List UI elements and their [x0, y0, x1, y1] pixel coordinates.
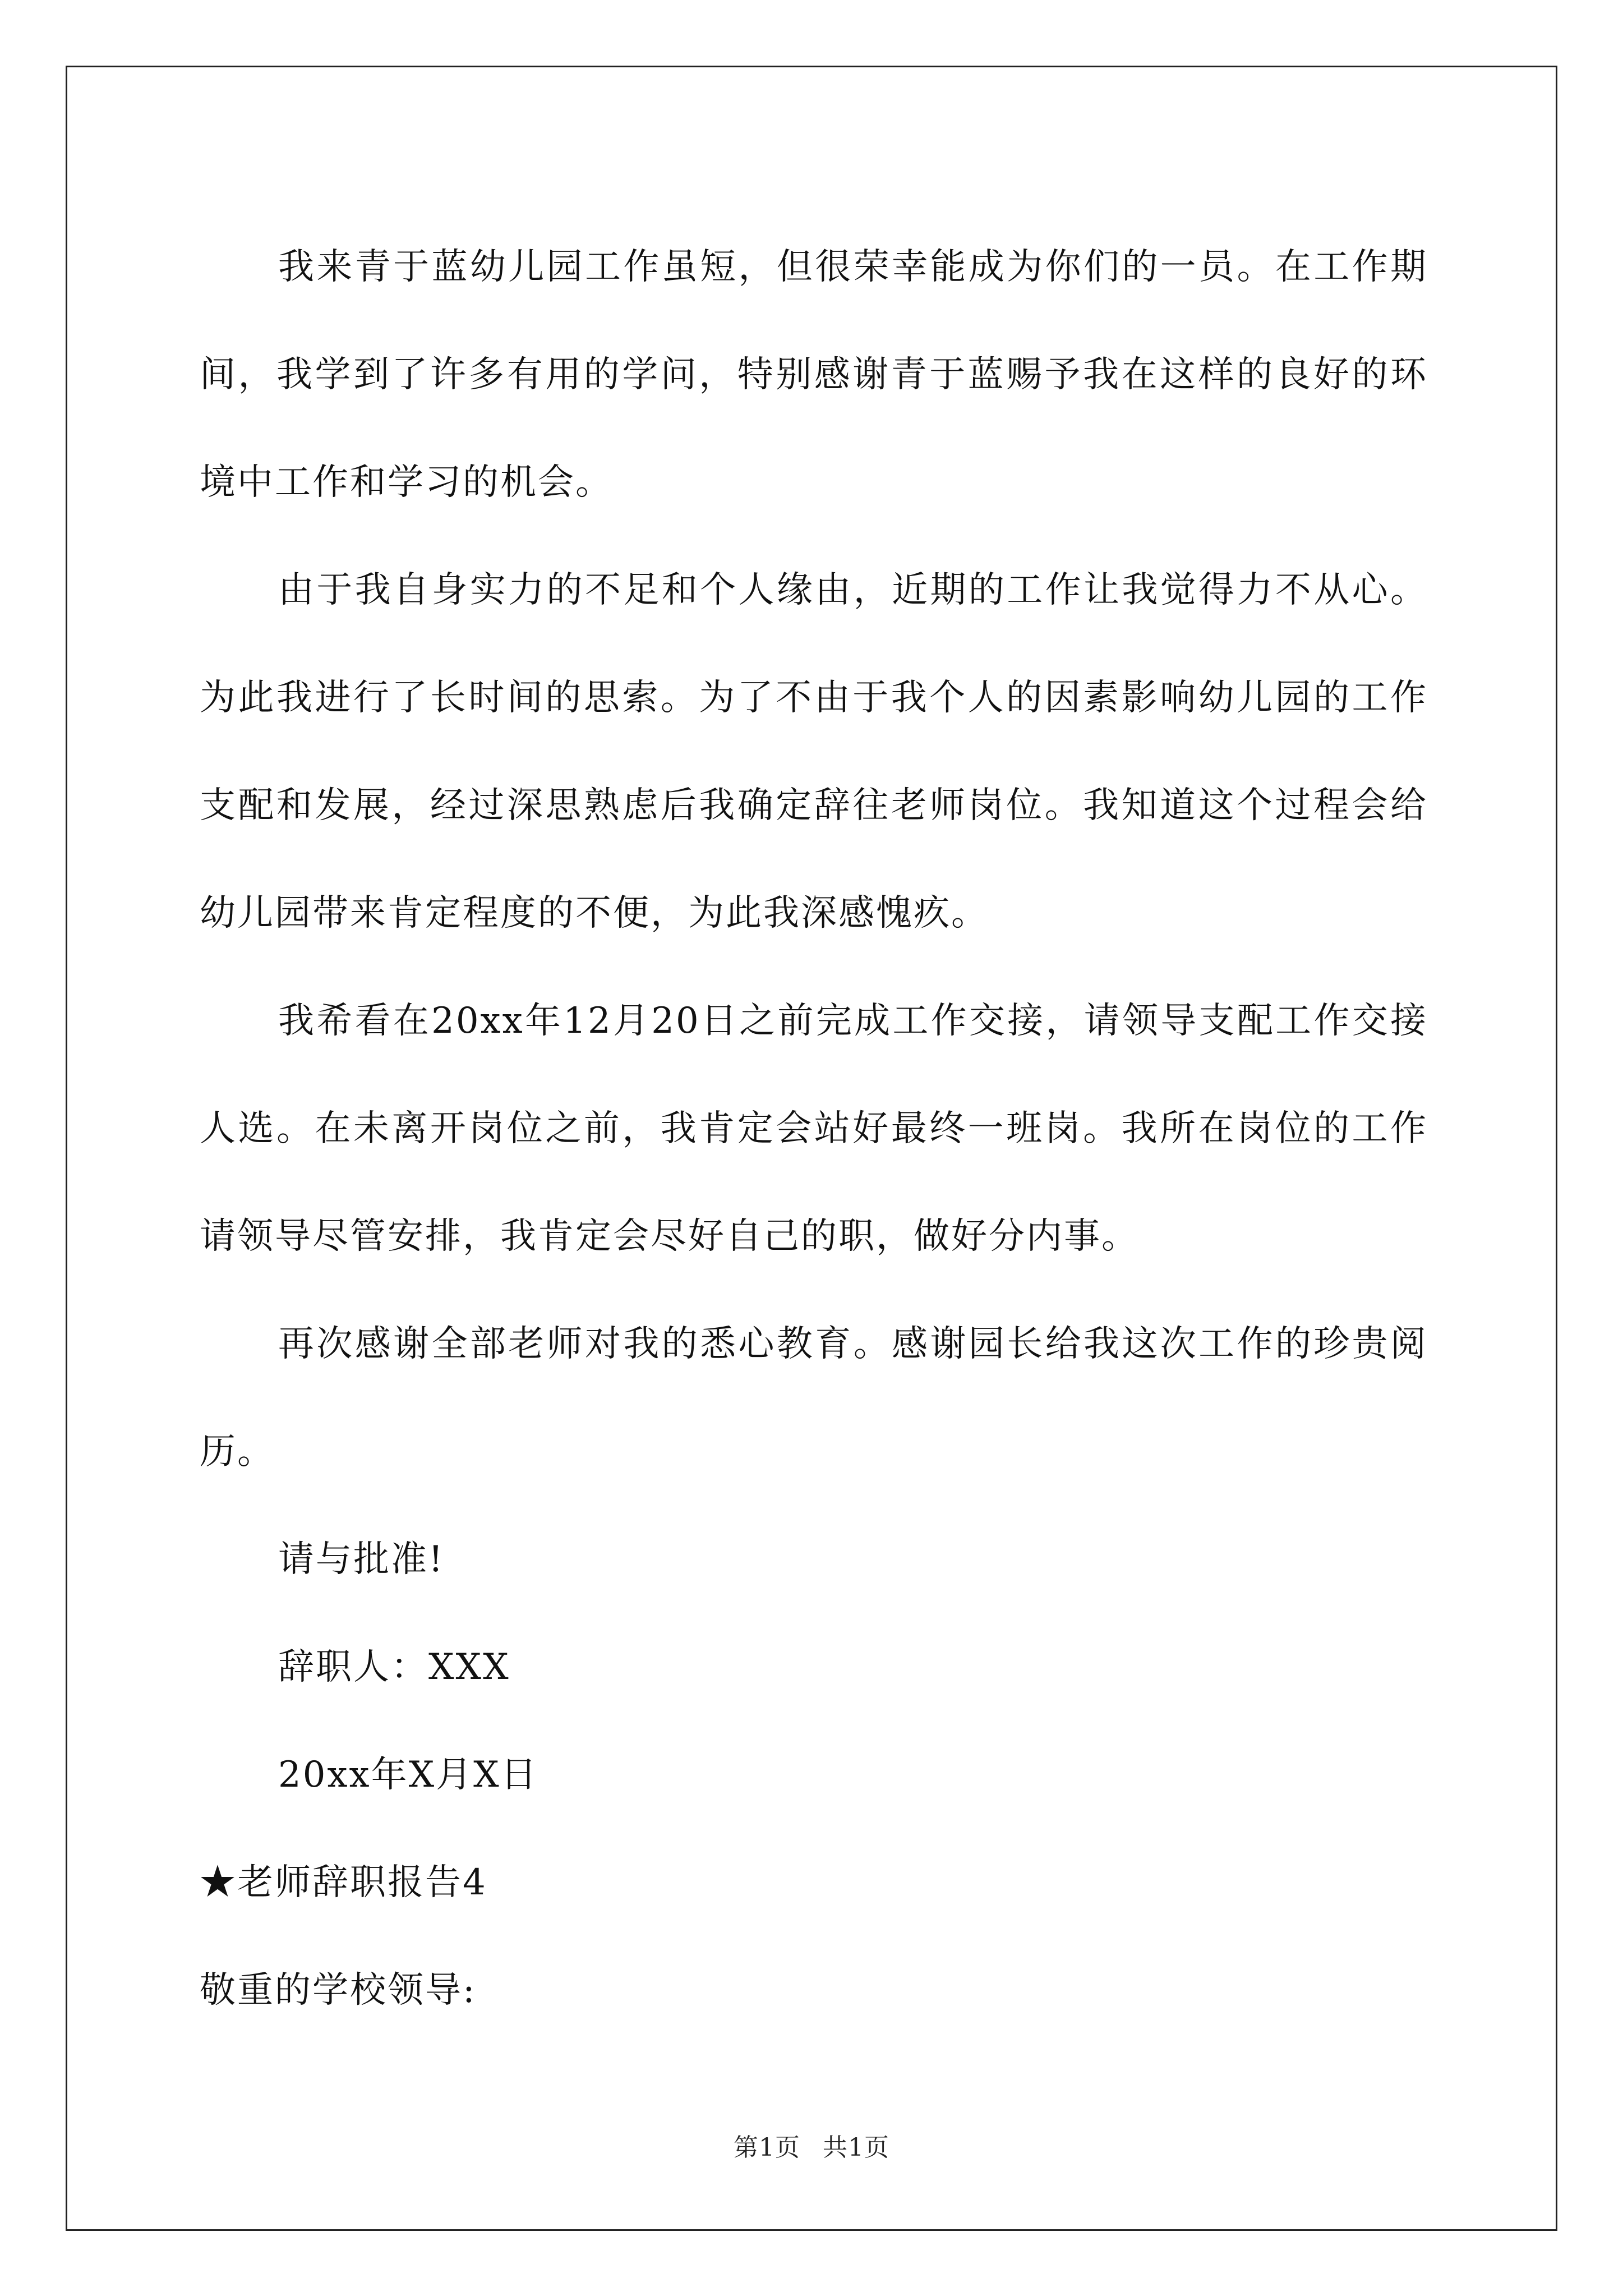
salutation: 敬重的学校领导:: [200, 1970, 477, 2011]
paragraph: 由于我自身实力的不足和个人缘由，近期的工作让我觉得力不从心。为此我进行了长时间的思索。为了不由于我个人的因素影响幼儿园的工作支配和发展，经过深思熟虑后我确定辞往老师岗位。我知道这个过程会给幼儿园带来肯定程度的不便，为此我深感愧疚。: [200, 569, 1428, 934]
date-line: 20xx年X月X日: [278, 1754, 538, 1796]
signature-line: 辞职人：XXX: [278, 1646, 510, 1688]
closing-request: 请与批准!: [278, 1539, 445, 1580]
paragraph: 再次感谢全部老师对我的悉心教育。感谢园长给我这次工作的珍贵阅历。: [200, 1323, 1428, 1473]
document-body: [200, 213, 1428, 2044]
page-total: 共1页: [823, 2133, 889, 2162]
paragraph: 我希看在20xx年12月20日之前完成工作交接，请领导支配工作交接人选。在未离开岗位之前，我肯定会站好最终一班岗。我所在岗位的工作请领导尽管安排，我肯定会尽好自己的职，做好分内事。: [200, 1000, 1428, 1257]
page-footer: [0, 2127, 1623, 2163]
section-heading: ★老师辞职报告4: [200, 1862, 487, 1903]
page-number: 第1页: [734, 2133, 800, 2162]
paragraph: 我来青于蓝幼儿园工作虽短，但很荣幸能成为你们的一员。在工作期间，我学到了许多有用的学问，特别感谢青于蓝赐予我在这样的良好的环境中工作和学习的机会。: [200, 246, 1428, 503]
